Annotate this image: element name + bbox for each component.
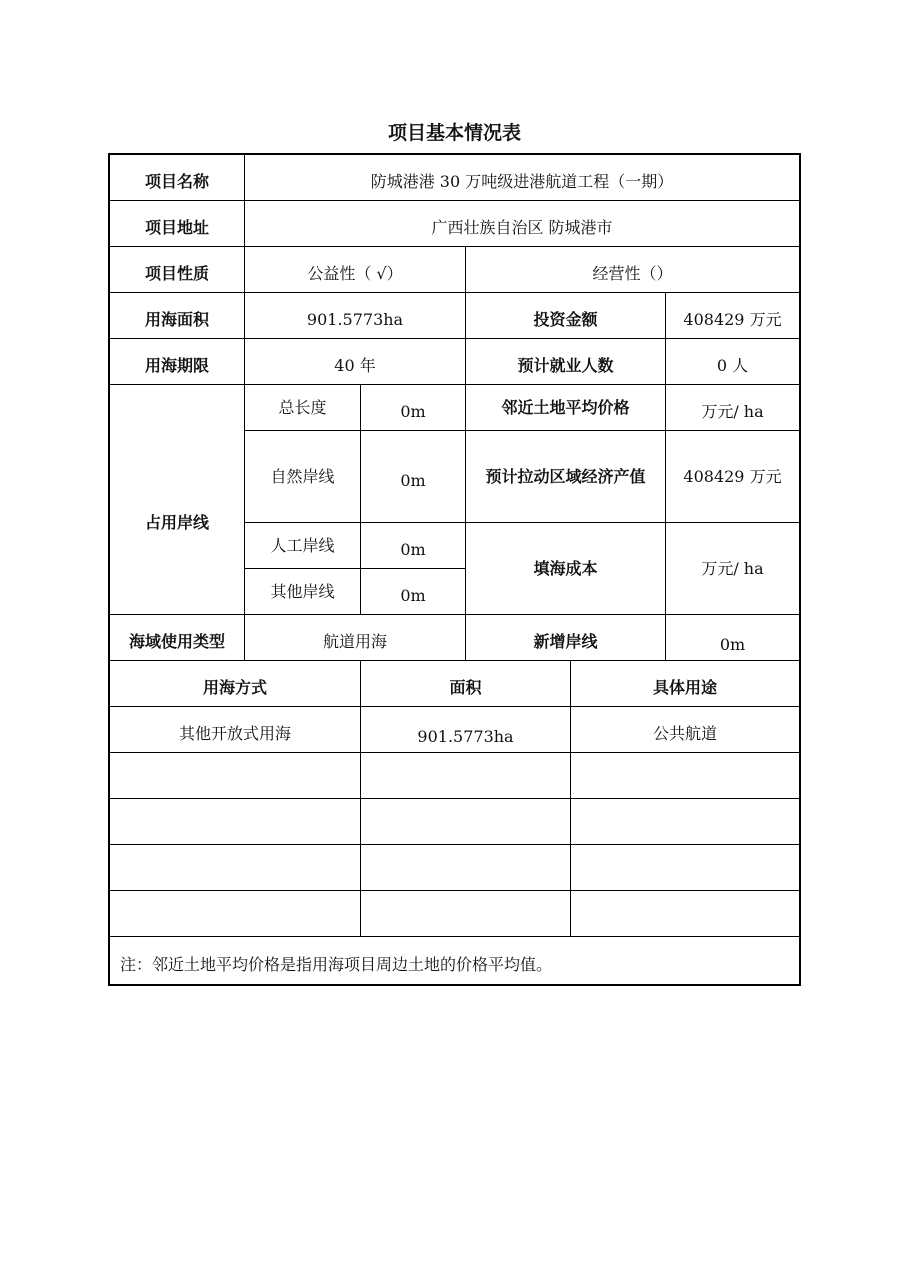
usage-header-area: 面积 xyxy=(449,677,482,697)
usage-header-method: 用海方式 xyxy=(202,677,267,697)
label-employment: 预计就业人数 xyxy=(517,356,614,375)
value-commercial: 经营性（） xyxy=(592,264,673,283)
label-artificial-coast: 人工岸线 xyxy=(270,535,335,555)
usage-row-2-method xyxy=(110,753,360,798)
value-project-address: 广西壮族自治区 防城港市 xyxy=(431,218,613,237)
label-project-name: 项目名称 xyxy=(144,172,209,191)
usage-row-4-purpose xyxy=(571,845,799,890)
table-note: 注：邻近土地平均价格是指用海项目周边土地的价格平均值。 xyxy=(120,954,553,974)
label-land-price: 邻近土地平均价格 xyxy=(501,397,630,417)
usage-row-1-area: 901.5773ha xyxy=(417,726,514,746)
value-total-length: 0m xyxy=(400,401,426,421)
value-project-name: 防城港港 30 万吨级进港航道工程（一期） xyxy=(370,172,674,191)
label-natural-coast: 自然岸线 xyxy=(270,466,335,486)
label-project-nature: 项目性质 xyxy=(144,264,209,283)
label-other-coast: 其他岸线 xyxy=(270,581,335,601)
usage-row-3-method xyxy=(110,799,360,844)
project-info-table xyxy=(108,153,801,986)
label-economic-output: 预计拉动区域经济产值 xyxy=(485,466,646,486)
usage-row-4-area xyxy=(361,845,570,890)
value-sea-period: 40 年 xyxy=(334,356,376,375)
label-project-address: 项目地址 xyxy=(144,218,209,237)
usage-row-3-area xyxy=(361,799,570,844)
usage-row-1-purpose: 公共航道 xyxy=(652,723,717,743)
value-sea-area: 901.5773ha xyxy=(306,310,404,329)
value-artificial-coast: 0m xyxy=(400,539,426,559)
label-total-length: 总长度 xyxy=(278,397,327,417)
label-sea-area: 用海面积 xyxy=(144,310,209,329)
value-land-price: 万元/ ha xyxy=(701,401,764,421)
value-investment: 408429 万元 xyxy=(683,310,782,329)
usage-row-2-area xyxy=(361,753,570,798)
usage-header-purpose: 具体用途 xyxy=(652,677,717,697)
label-reclaim-cost: 填海成本 xyxy=(533,558,598,578)
value-employment: 0 人 xyxy=(716,356,749,375)
label-new-coast: 新增岸线 xyxy=(533,631,598,651)
usage-row-5-method xyxy=(110,891,360,936)
label-sea-period: 用海期限 xyxy=(144,356,209,375)
page-title: 项目基本情况表 xyxy=(387,122,521,144)
value-reclaim-cost: 万元/ ha xyxy=(701,558,764,578)
value-other-coast: 0m xyxy=(400,585,426,605)
usage-row-3-purpose xyxy=(571,799,799,844)
usage-row-5-area xyxy=(361,891,570,936)
value-sea-use-type: 航道用海 xyxy=(322,631,387,651)
label-coastline: 占用岸线 xyxy=(144,512,209,532)
usage-row-1-method: 其他开放式用海 xyxy=(178,723,291,743)
usage-row-2-purpose xyxy=(571,753,799,798)
value-new-coast: 0m xyxy=(719,634,746,654)
label-sea-use-type: 海域使用类型 xyxy=(128,631,225,651)
value-natural-coast: 0m xyxy=(400,470,426,490)
usage-row-5-purpose xyxy=(571,891,799,936)
value-economic-output: 408429 万元 xyxy=(683,466,782,486)
usage-row-4-method xyxy=(110,845,360,890)
value-public-welfare: 公益性（ √） xyxy=(307,264,403,283)
label-investment: 投资金额 xyxy=(533,310,598,329)
